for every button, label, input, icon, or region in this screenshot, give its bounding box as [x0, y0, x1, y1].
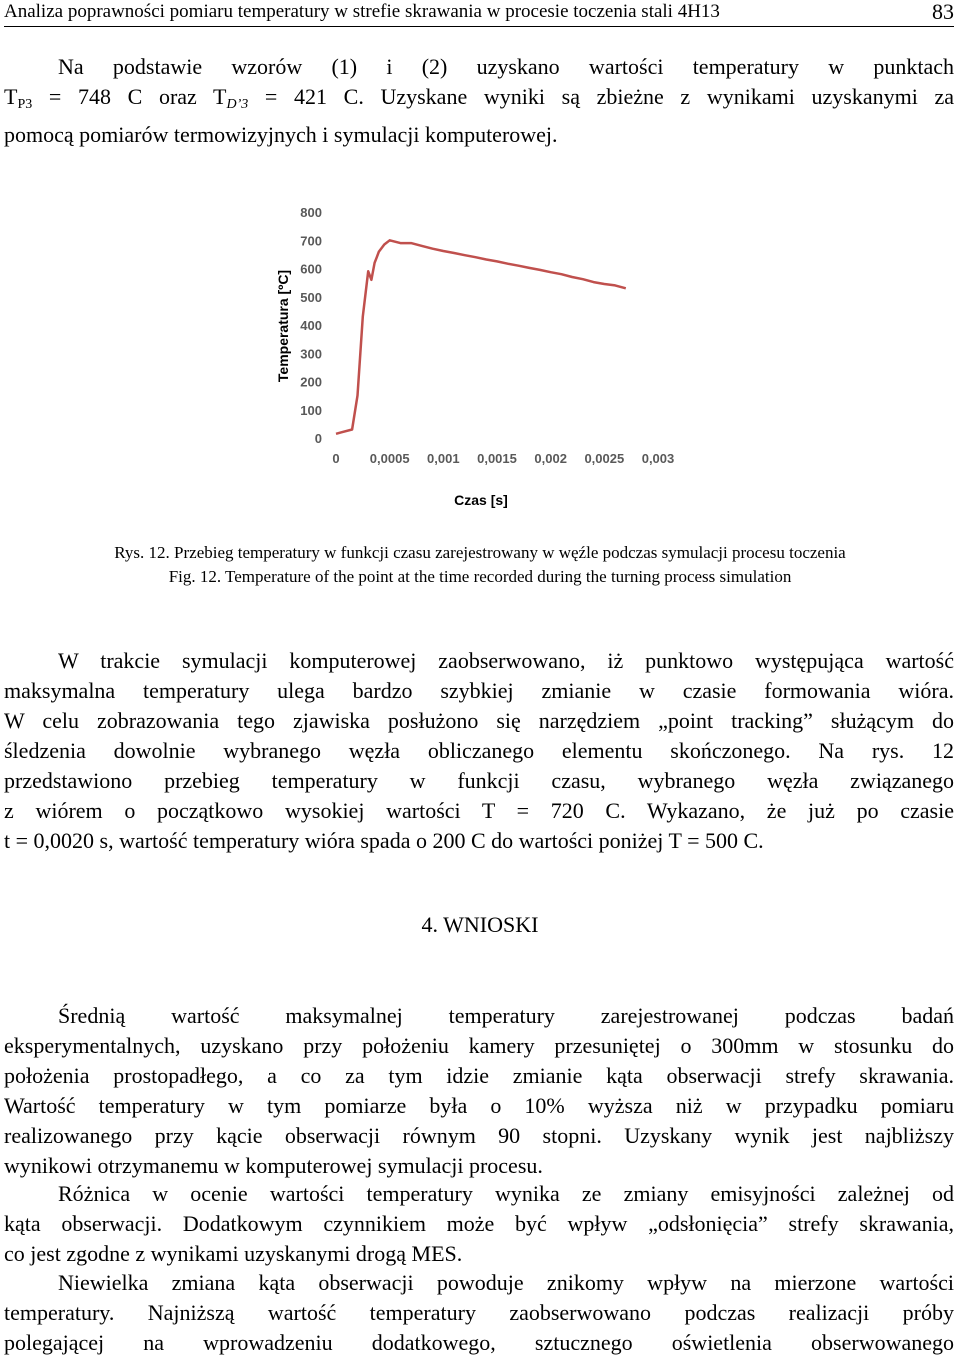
paragraph-simulation [4, 646, 954, 856]
text-line: Wartość temperatury w tym pomiarze była o 10% wyższa niż w przypadku pomiaru [4, 1093, 954, 1118]
text-line: W celu zobrazowania tego zjawiska posłużono się narzędziem „point tracking” służącym do [4, 708, 954, 733]
x-tick-label: 0,001 [427, 451, 460, 466]
text-line: pomocą pomiarów termowizyjnych i symulacji komputerowej. [4, 122, 558, 147]
text-line: Średnią wartość maksymalnej temperatury zarejestrowanej podczas badań [58, 1003, 954, 1028]
x-tick-label: 0,0005 [369, 451, 410, 466]
y-tick-label: 0 [314, 431, 322, 446]
text-line: kąta obserwacji. Dodatkowym czynnikiem może być wpływ „odsłonięcia” strefy skrawania, [4, 1211, 954, 1236]
temperature-chart [262, 196, 702, 526]
x-tick-label: 0,002 [534, 451, 567, 466]
text-line: śledzenia dowolnie wybranego węzła obliczanego elementu skończonego. Na rys. 12 [4, 738, 954, 763]
figure-caption-pl: Rys. 12. Przebieg temperatury w funkcji czasu zarejestrowany w węźle podczas symulacji procesu toczenia [114, 543, 846, 562]
text-line-formula: $T_{P3} = 748$ C oraz $T_{D’3} = 421$ C. Uzyskane wyniki są zbieżne z wynikami uzyskanymi za [4, 84, 954, 112]
paragraph-intro [4, 52, 954, 150]
paragraph-conclusions-3 [4, 1268, 954, 1358]
temperature-series-line [336, 240, 626, 433]
text-line: wynikowi otrzymanemu w komputerowej symulacji procesu. [4, 1153, 543, 1178]
x-axis-label: Czas [s] [454, 492, 508, 508]
section-heading: 4. WNIOSKI [421, 912, 539, 937]
running-header [4, 0, 954, 27]
text-line: t = 0,0020 s, wartość temperatury wióra spada o 200 C do wartości poniżej T = 500 C. [4, 828, 764, 853]
paragraph-conclusions-1 [4, 1001, 954, 1181]
y-tick-label: 200 [300, 374, 322, 390]
text-line: położenia prostopadłego, a co za tym idzie zmianie kąta obserwacji strefy skrawania. [4, 1063, 954, 1088]
text-line: Niewielka zmiana kąta obserwacji powoduje znikomy wpływ na mierzone wartości [58, 1270, 954, 1295]
y-tick-label: 300 [300, 346, 322, 362]
x-axis-ticks [332, 451, 674, 466]
y-tick-label: 400 [300, 318, 322, 333]
y-tick-label: 100 [300, 402, 322, 418]
x-tick-label: 0,003 [641, 451, 675, 466]
y-tick-label: 800 [300, 205, 322, 220]
text-line: temperatury. Najniższą wartość temperatury zaobserwowano podczas realizacji próby [4, 1300, 954, 1325]
page-number: 83 [932, 0, 954, 24]
x-tick-label: 0 [332, 451, 340, 466]
y-tick-label: 600 [300, 261, 322, 277]
text-line: W trakcie symulacji komputerowej zaobserwowano, iż punktowo występująca wartość [58, 648, 954, 673]
y-axis-ticks [300, 205, 322, 446]
text-line: z wiórem o początkowo wysokiej wartości T = 720 C. Wykazano, że już po czasie [4, 798, 954, 823]
text-line: eksperymentalnych, uzyskano przy położeniu kamery przesuniętej o 300mm w stosunku do [4, 1033, 954, 1058]
x-tick-label: 0,0025 [584, 451, 625, 466]
figure-caption-en: Fig. 12. Temperature of the point at the time recorded during the turning process simulation [168, 567, 792, 586]
running-title: Analiza poprawności pomiaru temperatury w strefie skrawania w procesie toczenia stali 4H13 [4, 1, 720, 22]
y-tick-label: 500 [300, 289, 322, 305]
y-tick-label: 700 [300, 233, 322, 249]
text-line: przedstawiono przebieg temperatury w funkcji czasu, wybranego węzła związanego [4, 768, 954, 793]
text-line: co jest zgodne z wynikami uzyskanymi drogą MES. [4, 1241, 463, 1266]
paragraph-conclusions-2 [4, 1179, 954, 1269]
text-line: realizowanego przy kącie obserwacji równym 90 stopni. Uzyskany wynik jest najbliższy [4, 1123, 954, 1148]
text-line: Na podstawie wzorów (1) i (2) uzyskano wartości temperatury w punktach [58, 54, 954, 79]
text-line: maksymalna temperatury ulega bardzo szybkiej zmianie w czasie formowania wióra. [4, 678, 954, 703]
text-line: polegającej na wprowadzeniu dodatkowego, sztucznego oświetlenia obserwowanego [4, 1330, 954, 1355]
y-axis-label: Temperatura [ºC] [275, 269, 291, 383]
x-tick-label: 0,0015 [477, 451, 517, 466]
text-line: Różnica w ocenie wartości temperatury wynika ze zmiany emisyjności zależnej od [58, 1181, 954, 1206]
